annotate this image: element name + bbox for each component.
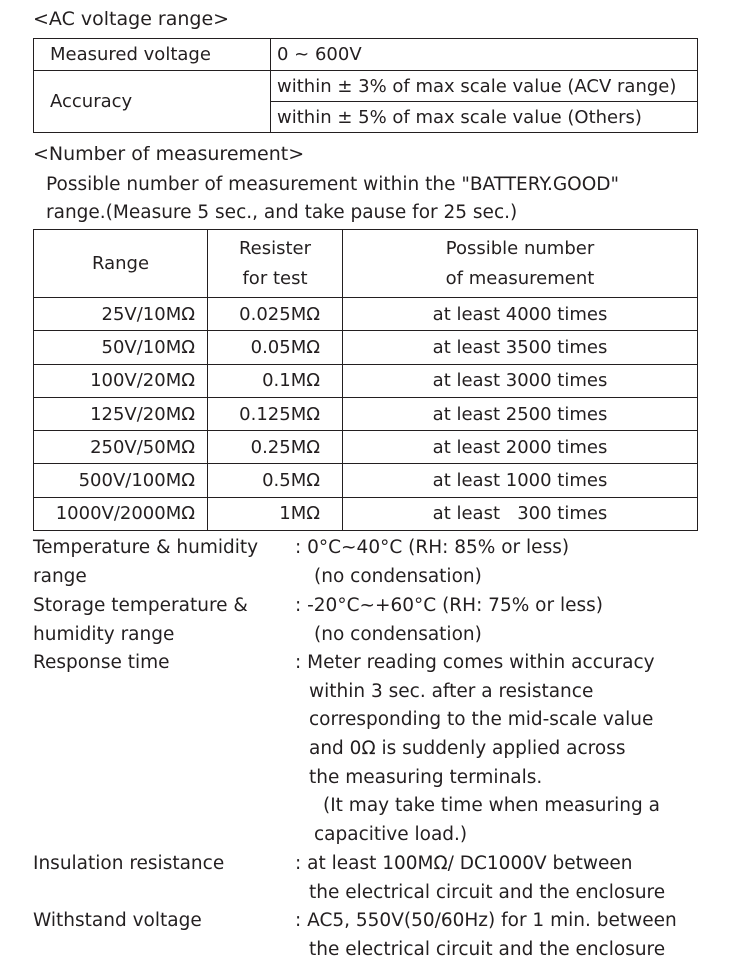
measurement-table [33, 229, 698, 531]
range-cell: 1000V/2000MΩ [34, 497, 208, 530]
label-line: Insulation resistance [33, 853, 225, 874]
label-line: Response time [33, 652, 170, 673]
count-cell: at least 3500 times [343, 331, 698, 364]
range-cell: 125V/20MΩ [34, 397, 208, 430]
count-cell: at least 2500 times [343, 397, 698, 430]
resister-cell: 0.05MΩ [208, 331, 343, 364]
table-row [34, 497, 698, 530]
spec-storage-label [33, 592, 248, 649]
count-cell: at least 2000 times [343, 431, 698, 464]
range-cell: 50V/10MΩ [34, 331, 208, 364]
table-row [34, 298, 698, 331]
label-line: humidity range [33, 623, 175, 645]
resister-cell: 0.125MΩ [208, 397, 343, 430]
count-cell: at least 300 times [343, 497, 698, 530]
resister-cell: 0.1MΩ [208, 364, 343, 397]
value-line: and 0Ω is suddenly applied across [309, 738, 626, 760]
label-line: Withstand voltage [33, 910, 202, 931]
ac-voltage-table [33, 38, 698, 133]
value-line: (no condensation) [314, 565, 482, 587]
range-cell: 100V/20MΩ [34, 364, 208, 397]
value-line: the electrical circuit and the enclosure [309, 881, 666, 903]
label-line: range [33, 565, 87, 587]
measured-voltage-label: Measured voltage [34, 39, 271, 71]
header-resister-line-1: Resister [238, 237, 312, 259]
header-range: Range [34, 230, 208, 298]
label-line: Storage temperature & [33, 595, 248, 616]
value-line: corresponding to the mid-scale value [309, 709, 654, 731]
measurement-heading: <Number of measurement> [33, 143, 305, 165]
value-line: the electrical circuit and the enclosure [309, 938, 666, 960]
resister-cell: 1MΩ [208, 497, 343, 530]
value-line: capacitive load.) [314, 824, 468, 846]
value-line: : -20°C~+60°C (RH: 75% or less) [295, 595, 604, 616]
table-header-row [34, 230, 698, 298]
table-row [34, 364, 698, 397]
value-line: : at least 100MΩ/ DC1000V between [295, 853, 633, 874]
spec-insulation-value [295, 850, 665, 907]
accuracy-label: Accuracy [34, 71, 271, 133]
spec-temperature-label [33, 534, 258, 591]
table-row [34, 397, 698, 430]
resister-cell: 0.25MΩ [208, 431, 343, 464]
spec-response-value [295, 649, 660, 850]
value-line: (It may take time when measuring a [323, 795, 660, 817]
table-row [34, 331, 698, 364]
resister-cell: 0.5MΩ [208, 464, 343, 497]
table-row [34, 39, 698, 71]
value-line: : AC5, 550V(50/60Hz) for 1 min. between [295, 910, 677, 931]
measurement-description-1: Possible number of measurement within the "BATTERY.GOOD" [46, 174, 620, 195]
spec-storage-value [295, 592, 603, 649]
header-possible [343, 230, 698, 298]
value-line: within 3 sec. after a resistance [309, 680, 594, 702]
accuracy-value-others: within ± 5% of max scale value (Others) [271, 102, 698, 133]
value-line: (no condensation) [314, 623, 482, 645]
header-resister [208, 230, 343, 298]
range-cell: 250V/50MΩ [34, 431, 208, 464]
resister-cell: 0.025MΩ [208, 298, 343, 331]
spec-response-label [33, 649, 170, 678]
header-resister-line-2: for test [242, 267, 308, 289]
spec-insulation-label [33, 850, 224, 879]
ac-voltage-heading: <AC voltage range> [33, 8, 230, 30]
value-line: the measuring terminals. [309, 766, 543, 788]
range-cell: 25V/10MΩ [34, 298, 208, 331]
spec-withstand-label [33, 907, 202, 936]
label-line: Temperature & humidity [33, 537, 259, 558]
header-possible-line-2: of measurement [445, 267, 595, 289]
header-possible-line-1: Possible number [445, 237, 595, 259]
spec-withstand-value [295, 907, 677, 964]
measured-voltage-value: 0 ~ 600V [271, 39, 698, 71]
count-cell: at least 3000 times [343, 364, 698, 397]
measurement-description-2: range.(Measure 5 sec., and take pause for 25 sec.) [46, 202, 518, 223]
table-row [34, 431, 698, 464]
count-cell: at least 1000 times [343, 464, 698, 497]
table-row [34, 464, 698, 497]
value-line: : 0°C~40°C (RH: 85% or less) [295, 537, 570, 558]
count-cell: at least 4000 times [343, 298, 698, 331]
spec-temperature-value [295, 534, 569, 591]
accuracy-value-acv: within ± 3% of max scale value (ACV range) [271, 71, 698, 102]
table-row [34, 71, 698, 102]
range-cell: 500V/100MΩ [34, 464, 208, 497]
value-line: : Meter reading comes within accuracy [295, 652, 655, 673]
